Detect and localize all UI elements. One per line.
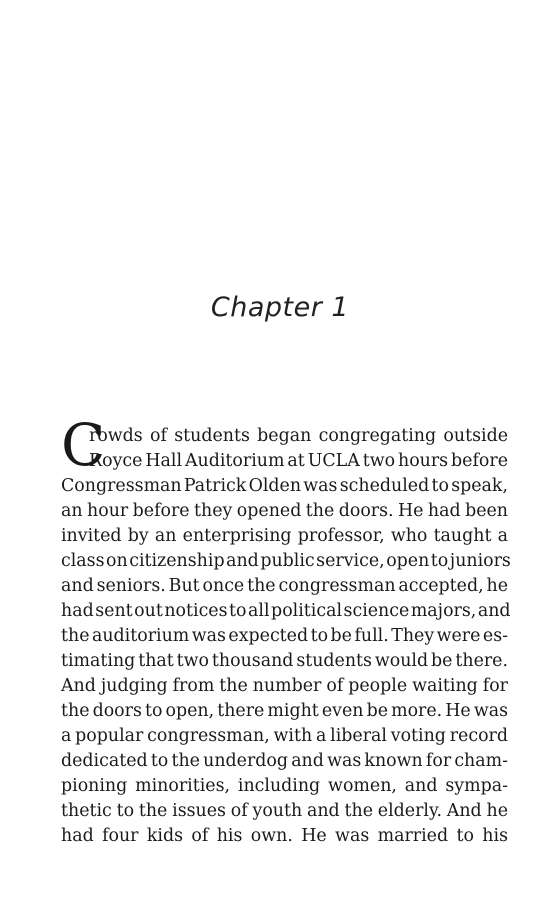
chapter-title: Chapter 1 [210, 292, 350, 323]
text-line: timating that two thousand students would be there. [61, 651, 508, 671]
text-line: rowds of students began congregating outside [89, 426, 508, 446]
text-line: and seniors. But once the congressman accepted, he [61, 576, 508, 596]
text-line: the doors to open, there might even be more. He was [61, 701, 508, 721]
text-line: Royce Hall Auditorium at UCLA two hours before [89, 451, 508, 471]
text-line: invited by an enterprising professor, who taught a [61, 526, 508, 546]
text-line: an hour before they opened the doors. He had been [61, 501, 508, 521]
text-line: Congressman Patrick Olden was scheduled to speak, [61, 476, 508, 496]
text-line: had sent out notices to all political science majors, and [61, 601, 511, 621]
text-line: class on citizenship and public service, open to juniors [61, 551, 511, 571]
text-line: the auditorium was expected to be full. They were es- [61, 626, 508, 646]
text-line: pioning minorities, including women, and sympa- [61, 776, 508, 796]
chapter-body-paragraph [61, 424, 511, 849]
text-line: a popular congressman, with a liberal voting record [61, 726, 508, 746]
text-line: had four kids of his own. He was married to his [61, 826, 508, 846]
text-line: dedicated to the underdog and was known for cham- [61, 751, 508, 771]
text-line: thetic to the issues of youth and the elderly. And he [61, 801, 508, 821]
drop-cap: C [61, 411, 106, 479]
text-line: And judging from the number of people waiting for [61, 676, 508, 696]
